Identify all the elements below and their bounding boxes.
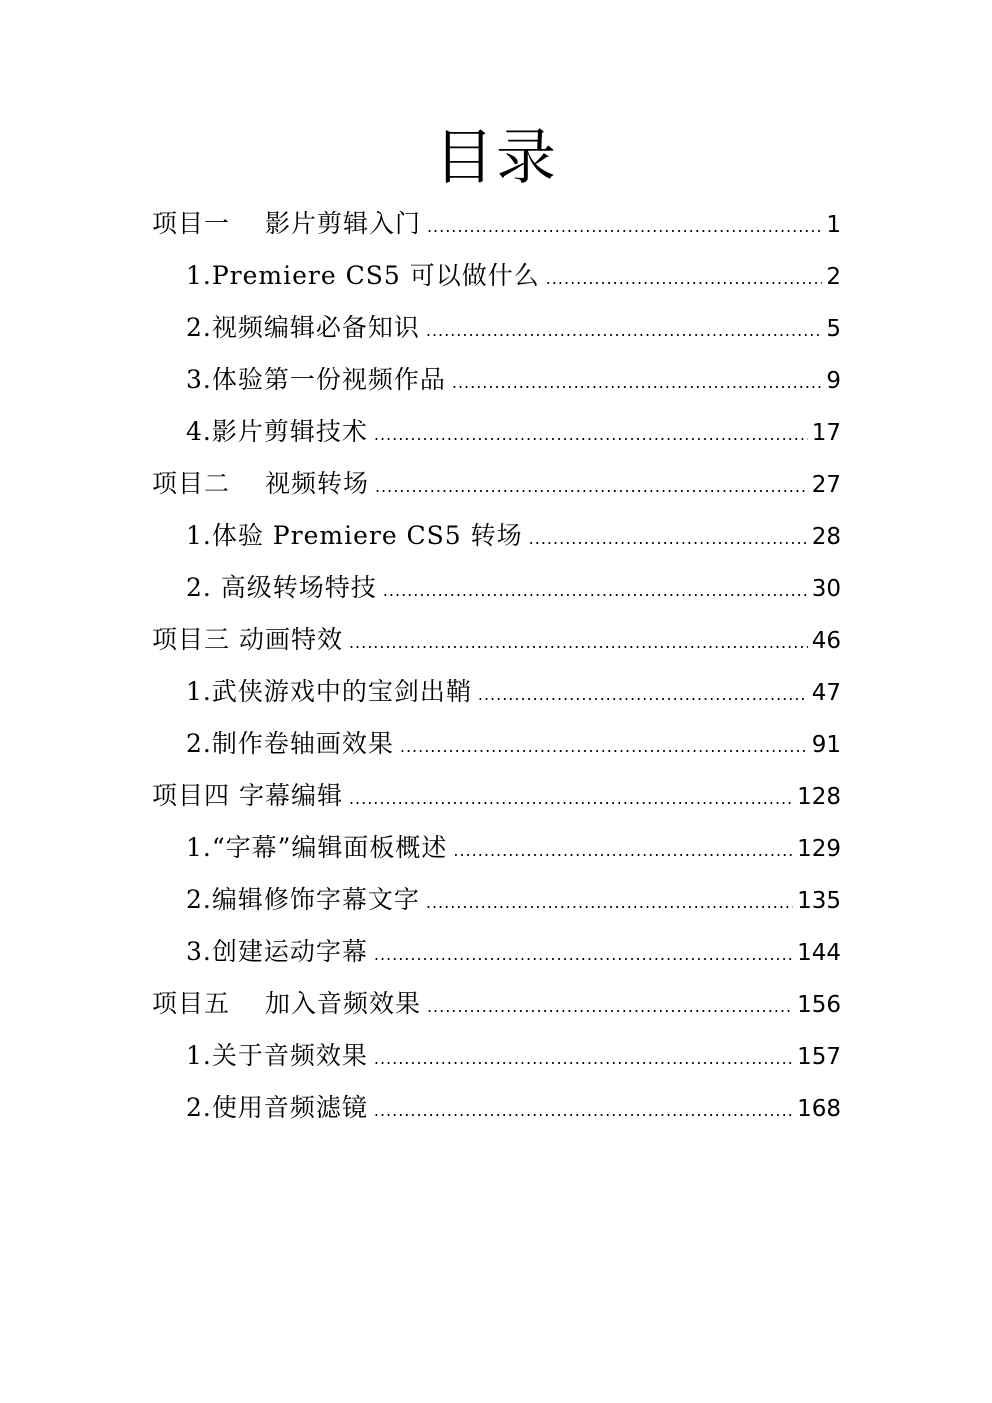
toc-dot-leader xyxy=(427,981,793,1033)
table-of-contents xyxy=(152,198,841,1134)
toc-entry-label: 3.体验第一份视频作品 xyxy=(186,365,446,394)
toc-section-entry[interactable] xyxy=(152,510,841,562)
toc-page-number: 5 xyxy=(826,316,841,342)
toc-section-entry[interactable] xyxy=(152,302,841,354)
toc-dot-leader xyxy=(374,1033,793,1085)
toc-page-number: 46 xyxy=(811,628,841,654)
toc-section-entry[interactable] xyxy=(152,406,841,458)
toc-dot-leader xyxy=(426,877,793,929)
toc-dot-leader xyxy=(349,773,793,825)
toc-dot-leader xyxy=(400,721,808,773)
toc-entry-label: 1.武侠游戏中的宝剑出鞘 xyxy=(186,677,472,706)
toc-section-entry[interactable] xyxy=(152,1082,841,1134)
toc-section-entry[interactable] xyxy=(152,354,841,406)
toc-entry-label: 2.使用音频滤镜 xyxy=(186,1093,368,1122)
toc-page-number: 129 xyxy=(797,836,841,862)
toc-chapter-entry[interactable] xyxy=(152,458,841,510)
toc-page-number: 1 xyxy=(826,212,841,238)
toc-dot-leader xyxy=(453,825,793,877)
toc-dot-leader xyxy=(529,513,808,565)
toc-dot-leader xyxy=(374,1085,793,1137)
toc-section-entry[interactable] xyxy=(152,562,841,614)
toc-section-entry[interactable] xyxy=(152,874,841,926)
toc-chapter-entry[interactable] xyxy=(152,198,841,250)
page-title: 目录 xyxy=(434,123,558,193)
toc-dot-leader xyxy=(383,565,808,617)
toc-entry-label: 项目一 影片剪辑入门 xyxy=(152,209,421,238)
toc-entry-label: 1.Premiere CS5 可以做什么 xyxy=(186,261,540,290)
toc-entry-label: 1.体验 Premiere CS5 转场 xyxy=(186,521,523,550)
toc-entry-label: 项目三 动画特效 xyxy=(152,625,343,654)
toc-section-entry[interactable] xyxy=(152,1030,841,1082)
toc-dot-leader xyxy=(374,409,808,461)
toc-page-number: 156 xyxy=(797,992,841,1018)
toc-entry-label: 2.编辑修饰字幕文字 xyxy=(186,885,420,914)
toc-entry-label: 1.“字幕”编辑面板概述 xyxy=(186,833,448,862)
toc-page-number: 128 xyxy=(797,784,841,810)
toc-page-number: 27 xyxy=(811,472,841,498)
toc-page-number: 91 xyxy=(811,732,841,758)
toc-section-entry[interactable] xyxy=(152,822,841,874)
toc-page-number: 135 xyxy=(797,888,841,914)
toc-dot-leader xyxy=(375,461,808,513)
toc-section-entry[interactable] xyxy=(152,250,841,302)
toc-page-number: 17 xyxy=(811,420,841,446)
toc-page-number: 2 xyxy=(826,264,841,290)
toc-page-number: 157 xyxy=(797,1044,841,1070)
toc-dot-leader xyxy=(478,669,808,721)
toc-entry-label: 1.关于音频效果 xyxy=(186,1041,368,1070)
toc-page-number: 47 xyxy=(811,680,841,706)
toc-chapter-entry[interactable] xyxy=(152,770,841,822)
toc-section-entry[interactable] xyxy=(152,666,841,718)
toc-dot-leader xyxy=(374,929,793,981)
toc-section-entry[interactable] xyxy=(152,926,841,978)
toc-dot-leader xyxy=(349,617,808,669)
toc-section-entry[interactable] xyxy=(152,718,841,770)
toc-page-number: 9 xyxy=(826,368,841,394)
toc-dot-leader xyxy=(452,357,823,409)
toc-entry-label: 4.影片剪辑技术 xyxy=(186,417,368,446)
toc-dot-leader xyxy=(427,201,822,253)
toc-entry-label: 2.视频编辑必备知识 xyxy=(186,313,420,342)
toc-entry-label: 2. 高级转场特技 xyxy=(186,573,377,602)
toc-entry-label: 项目五 加入音频效果 xyxy=(152,989,421,1018)
toc-dot-leader xyxy=(426,305,823,357)
toc-page-number: 144 xyxy=(797,940,841,966)
toc-entry-label: 项目二 视频转场 xyxy=(152,469,369,498)
toc-entry-label: 项目四 字幕编辑 xyxy=(152,781,343,810)
toc-chapter-entry[interactable] xyxy=(152,614,841,666)
toc-entry-label: 3.创建运动字幕 xyxy=(186,937,368,966)
toc-entry-label: 2.制作卷轴画效果 xyxy=(186,729,394,758)
toc-dot-leader xyxy=(546,253,823,305)
toc-page-number: 168 xyxy=(797,1096,841,1122)
toc-chapter-entry[interactable] xyxy=(152,978,841,1030)
toc-page-number: 28 xyxy=(811,524,841,550)
toc-page-number: 30 xyxy=(811,576,841,602)
